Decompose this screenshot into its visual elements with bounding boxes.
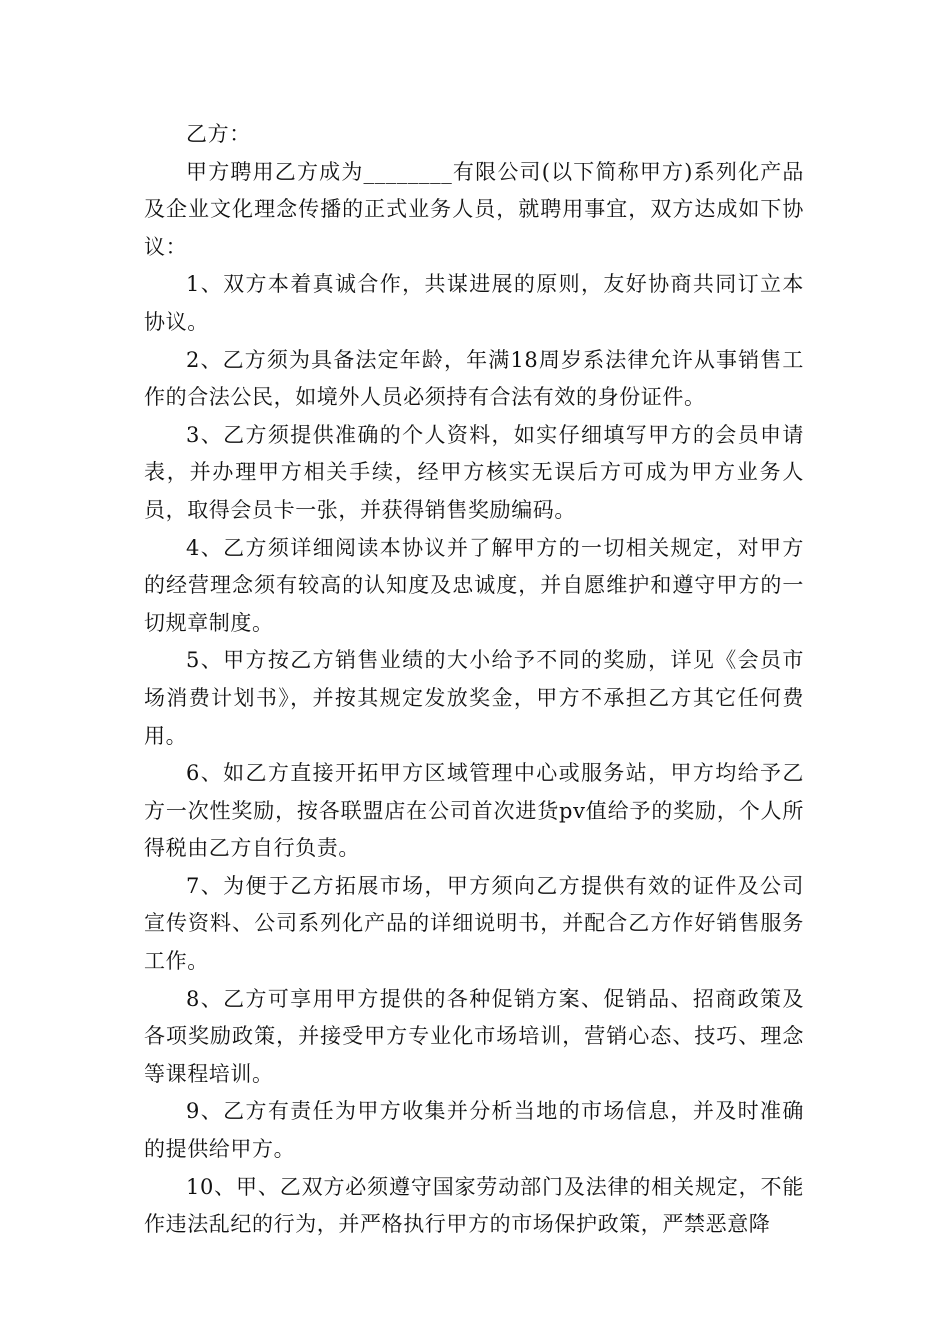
clause-7: 7、为便于乙方拓展市场，甲方须向乙方提供有效的证件及公司宣传资料、公司系列化产品的详细说明书，并配合乙方作好销售服务工作。	[144, 873, 804, 974]
clause-6: 6、如乙方直接开拓甲方区域管理中心或服务站，甲方均给予乙方一次性奖励，按各联盟店在公司首次进货pv值给予的奖励，个人所得税由乙方自行负责。	[144, 761, 804, 861]
intro-paragraph: 甲方聘用乙方成为________有限公司(以下简称甲方)系列化产品及企业文化理念传播的正式业务人员，就聘用事宜，双方达成如下协议：	[144, 159, 804, 259]
clause-4: 4、乙方须详细阅读本协议并了解甲方的一切相关规定，对甲方的经营理念须有较高的认知度及忠诚度，并自愿维护和遵守甲方的一切规章制度。	[144, 535, 804, 635]
clause-5: 5、甲方按乙方销售业绩的大小给予不同的奖励，详见《会员市场消费计划书》，并按其规定发放奖金，甲方不承担乙方其它任何费用。	[144, 648, 804, 748]
clause-2: 2、乙方须为具备法定年龄，年满18周岁系法律允许从事销售工作的合法公民，如境外人员必须持有合法有效的身份证件。	[144, 347, 804, 410]
clause-3: 3、乙方须提供准确的个人资料，如实仔细填写甲方的会员申请表，并办理甲方相关手续，经甲方核实无误后方可成为甲方业务人员，取得会员卡一张，并获得销售奖励编码。	[144, 422, 804, 522]
clause-1: 1、双方本着真诚合作，共谋进展的原则，友好协商共同订立本协议。	[144, 272, 804, 334]
clause-8: 8、乙方可享用甲方提供的各种促销方案、促销品、招商政策及各项奖励政策，并接受甲方专业化市场培训，营销心态、技巧、理念等课程培训。	[144, 986, 804, 1086]
clause-10: 10、甲、乙双方必须遵守国家劳动部门及法律的相关规定，不能作违法乱纪的行为，并严格执行甲方的市场保护政策，严禁恶意降	[144, 1174, 804, 1237]
party-b-label: 乙方：	[186, 122, 251, 146]
clause-9: 9、乙方有责任为甲方收集并分析当地的市场信息，并及时准确的提供给甲方。	[144, 1099, 804, 1162]
document-body	[144, 116, 804, 1244]
